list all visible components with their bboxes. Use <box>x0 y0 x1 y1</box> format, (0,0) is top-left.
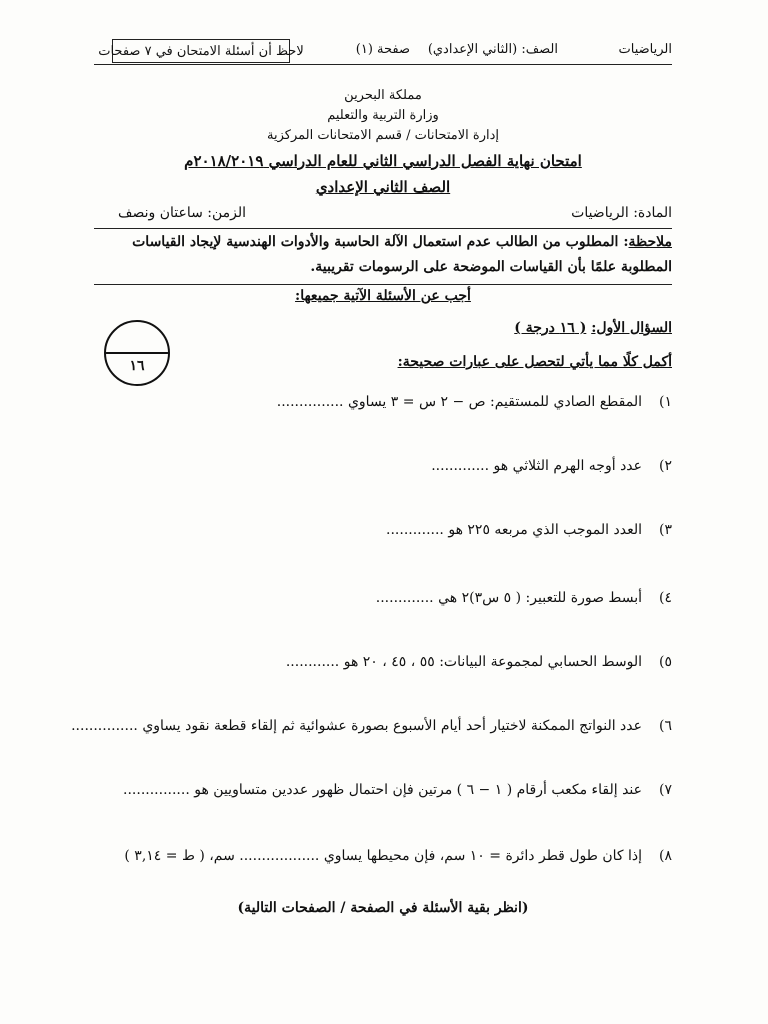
question-text: العدد الموجب الذي مربعه ٢٢٥ هو ............. <box>386 522 642 538</box>
question-text: الوسط الحسابي لمجموعة البيانات: ٥٥ ، ٤٥ ، ٢٠ هو ............ <box>285 654 642 670</box>
question-number: ٨) <box>659 848 672 864</box>
question-number: ٧) <box>659 782 672 798</box>
info-divider <box>94 228 672 229</box>
exam-subject: المادة: الرياضيات <box>571 205 672 221</box>
subject-header: الرياضيات <box>618 42 672 57</box>
section-title: السؤال الأول: <box>591 320 672 336</box>
question-text: عند إلقاء مكعب أرقام ( ١ − ٦ ) مرتين فإن احتمال ظهور عددين متساويين هو ............... <box>123 782 642 798</box>
continue-footer: (انظر بقية الأسئلة في الصفحة / الصفحات التالية) <box>237 900 529 916</box>
note-line-1 <box>132 234 672 250</box>
question-6 <box>71 718 672 734</box>
note-line-2: المطلوبة علمًا بأن القياسات الموضحة على الرسومات تقريبية. <box>310 259 672 275</box>
question-number: ٥) <box>659 654 672 670</box>
question-8 <box>124 848 672 864</box>
pages-notice-text: لاحظ أن أسئلة الامتحان في ٧ صفحات <box>98 43 304 59</box>
question-number: ٢) <box>659 458 672 474</box>
header-divider <box>94 64 672 65</box>
section-marks: ( ١٦ درجة ) <box>514 320 587 336</box>
answer-all-instruction: أجب عن الأسئلة الآتية جميعها: <box>295 288 471 304</box>
question-text: عدد النواتج الممكنة لاختيار أحد أيام الأسبوع بصورة عشوائية ثم إلقاء قطعة نقود يساوي ............... <box>71 718 642 734</box>
question-1 <box>277 394 672 410</box>
kingdom-name: مملكة البحرين <box>344 88 422 103</box>
score-divider <box>106 352 168 354</box>
question-number: ٣) <box>659 522 672 538</box>
pages-notice-box <box>98 39 304 63</box>
department-name: إدارة الامتحانات / قسم الامتحانات المركزية <box>267 128 499 143</box>
question-3 <box>386 522 672 538</box>
question-text: إذا كان طول قطر دائرة = ١٠ سم، فإن محيطها يساوي .................. سم، ( ط = ٣,١٤ ) <box>124 848 642 864</box>
question-number: ٤) <box>659 590 672 606</box>
question-text: عدد أوجه الهرم الثلاثي هو ............. <box>431 458 642 474</box>
question-text: أبسط صورة للتعبير: ( ٥ س٣)٢ هي ............. <box>375 590 642 606</box>
grade-header: الصف: (الثاني الإعدادي) <box>427 42 558 57</box>
page-number: صفحة (١) <box>355 42 410 57</box>
question-number: ٦) <box>659 718 672 734</box>
ministry-name: وزارة التربية والتعليم <box>327 108 439 123</box>
score-total: ١٦ <box>129 358 145 374</box>
section-instruction: أكمل كلًا مما يأتي لتحصل على عبارات صحيحة: <box>397 354 672 370</box>
score-circle <box>104 320 170 386</box>
exam-title: امتحان نهاية الفصل الدراسي الثاني للعام الدراسي ٢٠١٨/٢٠١٩م <box>184 152 582 170</box>
question-5 <box>286 654 672 670</box>
note-label: ملاحظة <box>628 234 672 250</box>
question-2 <box>431 458 672 474</box>
question-7 <box>123 782 672 798</box>
question-number: ١) <box>659 394 672 410</box>
note-text-1: : المطلوب من الطالب عدم استعمال الآلة الحاسبة والأدوات الهندسية لإيجاد القياسات <box>132 234 629 250</box>
question-text: المقطع الصادي للمستقيم: ص − ٢ س = ٣ يساوي ............... <box>276 394 642 410</box>
question-4 <box>376 590 672 606</box>
exam-grade: الصف الثاني الإعدادي <box>315 178 451 196</box>
exam-time: الزمن: ساعتان ونصف <box>118 205 247 221</box>
section-heading <box>514 320 672 336</box>
note-divider <box>94 284 672 285</box>
